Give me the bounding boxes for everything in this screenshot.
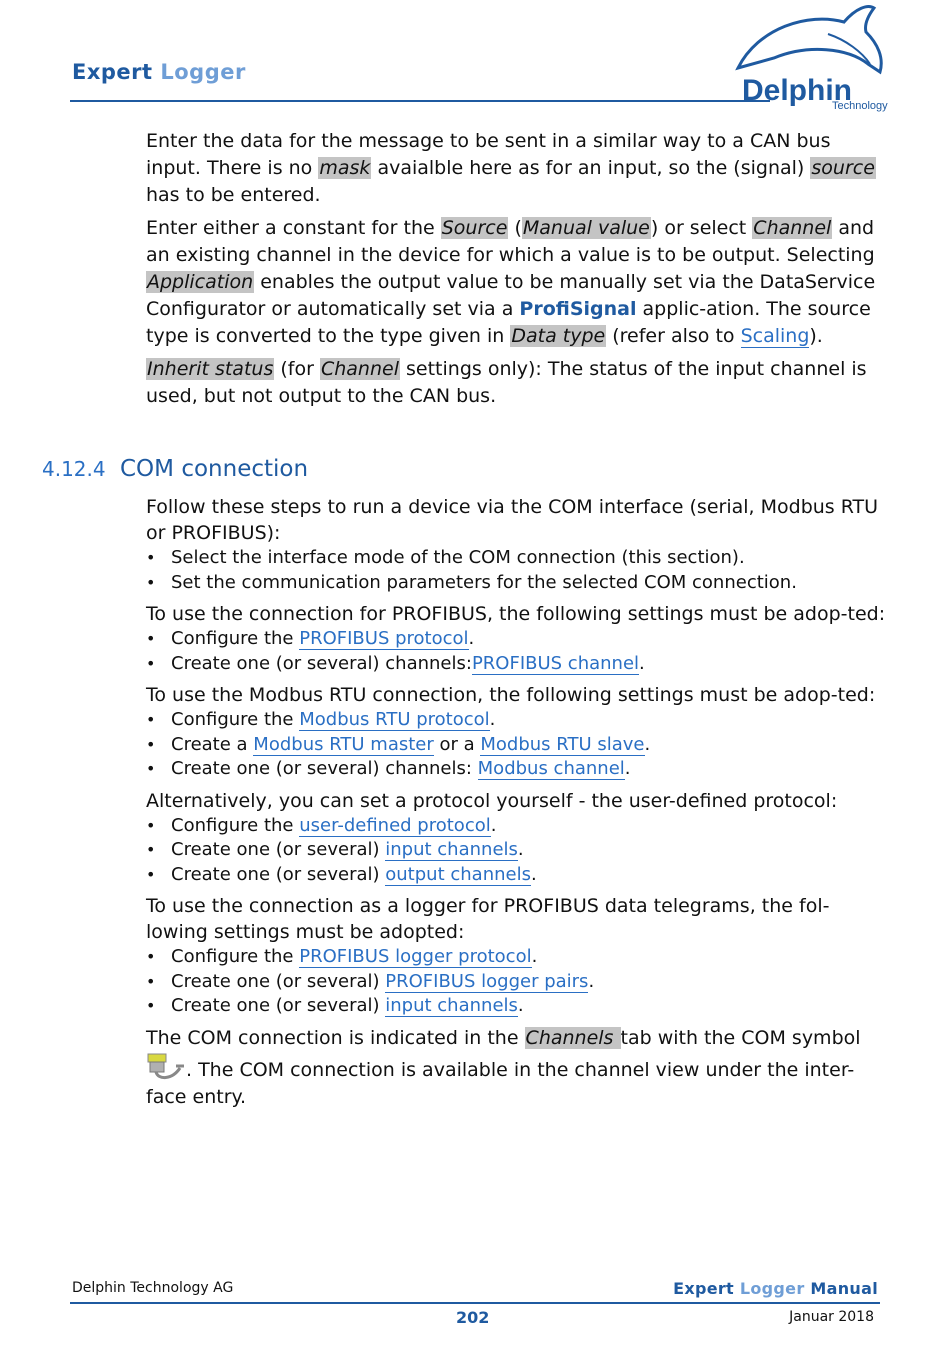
final-paragraph: The COM connection is indicated in the Channels tab with the COM symbol . The COM connection is available in the channel view under the inter-face entry.	[146, 1026, 861, 1108]
intro-paragraph-3: Inherit status (for Channel settings only): The status of the input channel is used, but not output to the CAN bus.	[146, 358, 867, 407]
header-title-expert: Expert	[72, 60, 153, 84]
scaling-link[interactable]: Scaling	[740, 325, 810, 347]
footer-manual-title: Expert Logger Manual	[673, 1279, 878, 1298]
inherit-status-term: Inherit status	[147, 358, 274, 380]
logger-paragraph: To use the connection as a logger for PROFIBUS data telegrams, the fol-lowing settings must be adopted:	[146, 895, 830, 943]
alternative-list	[146, 814, 886, 888]
header-rule	[70, 100, 770, 102]
application-term: Application	[147, 271, 254, 293]
intro-paragraph-1: Enter the data for the message to be sent in a similar way to a CAN bus input. There is no mask avaialble here as for an input, so the (signal) source has to be entered.	[146, 130, 875, 206]
footer-date: Januar 2018	[789, 1309, 874, 1325]
profisignal-brand: ProfiSignal	[519, 298, 637, 320]
output-channels-link[interactable]: output channels	[385, 863, 531, 885]
source-term: source	[811, 157, 875, 179]
section-number: 4.12.4	[42, 457, 106, 481]
input-channels-link[interactable]: input channels	[385, 995, 518, 1016]
modbus-rtu-protocol-link[interactable]: Modbus RTU protocol	[299, 709, 490, 730]
list-item: • Select the interface mode of the COM connection (this section).	[146, 546, 886, 571]
list-item: • Configure the Modbus RTU protocol.	[146, 708, 886, 733]
profibus-protocol-link[interactable]: PROFIBUS protocol	[299, 628, 469, 649]
list-item: • Configure the PROFIBUS logger protocol.	[146, 945, 886, 970]
list-item: • Create one (or several) input channels.	[146, 994, 886, 1019]
profibus-list	[146, 627, 886, 676]
channel-term: Channel	[320, 358, 399, 380]
list-item: • Create one (or several) PROFIBUS logger pairs.	[146, 970, 886, 995]
dolphin-icon	[738, 7, 881, 72]
modbus-rtu-master-link[interactable]: Modbus RTU master	[253, 733, 434, 755]
profibus-logger-pairs-link[interactable]: PROFIBUS logger pairs	[385, 970, 589, 992]
header-title-logger: Logger	[160, 60, 246, 84]
modbus-paragraph: To use the Modbus RTU connection, the following settings must be adop-ted:	[146, 684, 876, 706]
list-item: • Configure the PROFIBUS protocol.	[146, 627, 886, 652]
data-type-term: Data type	[511, 325, 606, 347]
mask-term: mask	[319, 157, 371, 179]
profibus-channel-link[interactable]: PROFIBUS channel	[471, 652, 640, 674]
footer-rule	[70, 1302, 880, 1304]
profibus-paragraph: To use the connection for PROFIBUS, the following settings must be adop-ted:	[146, 603, 886, 625]
follow-paragraph: Follow these steps to run a device via the COM interface (serial, Modbus RTU or PROFIBUS):	[146, 496, 879, 544]
delphin-logo	[728, 4, 888, 112]
list-item: • Create one (or several) output channels.	[146, 863, 886, 888]
logo-text: Delphin	[742, 74, 852, 107]
input-channels-link[interactable]: input channels	[385, 839, 518, 860]
channels-tab-term: Channels	[525, 1026, 620, 1049]
manual-value-term: Manual value	[522, 217, 650, 239]
logger-list	[146, 945, 886, 1019]
footer-company: Delphin Technology AG	[72, 1280, 234, 1296]
modbus-rtu-slave-link[interactable]: Modbus RTU slave	[480, 733, 645, 755]
source-term: Source	[441, 217, 508, 239]
list-item: • Set the communication parameters for the selected COM connection.	[146, 571, 886, 596]
list-item: • Configure the user-defined protocol.	[146, 814, 886, 839]
list-item: • Create a Modbus RTU master or a Modbus RTU slave.	[146, 733, 886, 758]
list-item: • Create one (or several) channels: Modbus channel.	[146, 757, 886, 782]
logo-subtext: Technology	[832, 100, 888, 112]
alternative-paragraph: Alternatively, you can set a protocol yourself - the user-defined protocol:	[146, 789, 838, 812]
section-title: COM connection	[120, 456, 309, 482]
list-item: • Create one (or several) input channels.	[146, 838, 886, 863]
section-heading	[42, 456, 308, 482]
modbus-list	[146, 708, 886, 782]
user-defined-protocol-link[interactable]: user-defined protocol	[299, 814, 491, 836]
page-number: 202	[456, 1308, 490, 1327]
follow-list	[146, 546, 886, 595]
channel-term: Channel	[753, 217, 832, 239]
header-title	[72, 60, 246, 84]
profibus-logger-protocol-link[interactable]: PROFIBUS logger protocol	[299, 946, 532, 967]
com-connection-icon	[146, 1052, 186, 1082]
intro-paragraph-2: Enter either a constant for the Source (Manual value) or select Channel and an existing channel in the device for which a value is to be output. Selecting Application enables the output value to be manually set via the DataService Configurator or automatically set via a ProfiSignal applic-ation. The source type is converted to the type given in Data type (refer also to Scaling).	[146, 217, 876, 347]
intro-content	[146, 128, 876, 416]
modbus-channel-link[interactable]: Modbus channel	[477, 758, 625, 779]
list-item: • Create one (or several) channels:PROFIBUS channel.	[146, 652, 886, 677]
section-content	[146, 494, 886, 1111]
